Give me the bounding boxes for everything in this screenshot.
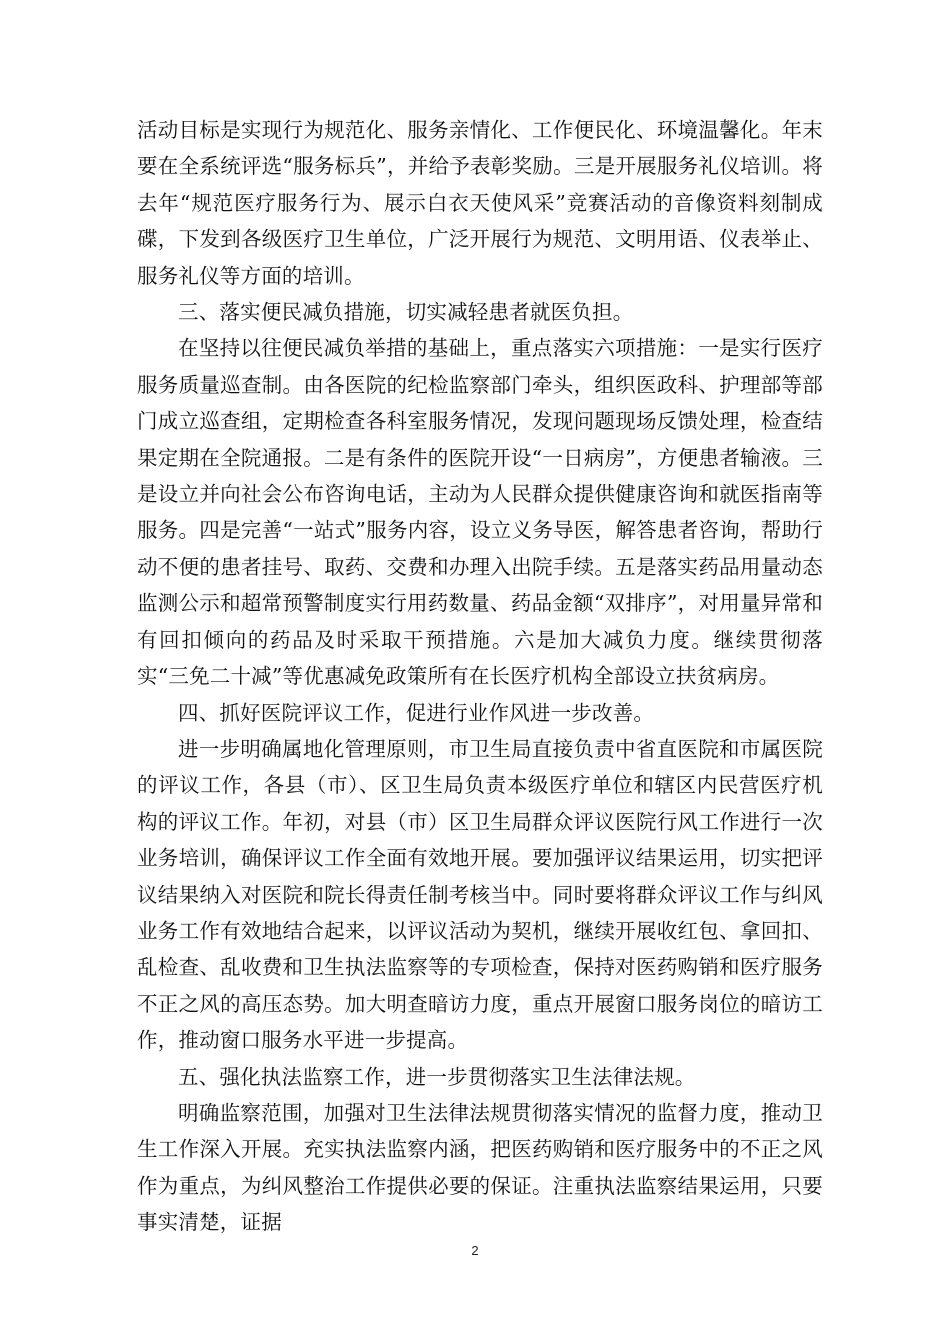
section-heading-4: 四、抓好医院评议工作，促进行业作风进一步改善。 xyxy=(178,700,655,725)
document-body xyxy=(137,112,823,1241)
body-paragraph-section-3: 在坚持以往便民减负举措的基础上，重点落实六项措施：一是实行医疗服务质量巡查制。由各医院的纪检监察部门牵头，组织医政科、护理部等部门成立巡查组，定期检查各科室服务情况，发现问题现场反馈处理，检查结果定期在全院通报。二是有条件的医院开设“一日病房”，方便患者输液。三是设立并向社会公布咨询电话，主动为人民群众提供健康咨询和就医指南等服务。四是完善“一站式”服务内容，设立义务导医，解答患者咨询，帮助行动不便的患者挂号、取药、交费和办理入出院手续。五是落实药品用量动态监测公示和超常预警制度实行用药数量、药品金额“双排序”，对用量异常和有回扣倾向的药品及时采取干预措施。六是加大减负力度。继续贯彻落实“三免二十减”等优惠减免政策所有在长医疗机构全部设立扶贫病房。 xyxy=(137,336,823,689)
section-heading-5: 五、强化执法监察工作，进一步贯彻落实卫生法律法规。 xyxy=(178,1064,696,1089)
page-number: 2 xyxy=(471,1243,479,1258)
body-paragraph-section-4: 进一步明确属地化管理原则，市卫生局直接负责中省直医院和市属医院的评议工作，各县（市）、区卫生局负责本级医疗单位和辖区内民营医疗机构的评议工作。年初，对县（市）区卫生局群众评议医院行风工作进行一次业务培训，确保评议工作全面有效地开展。要加强评议结果运用，切实把评议结果纳入对医院和院长得责任制考核当中。同时要将群众评议工作与纠风业务工作有效地结合起来，以评议活动为契机，继续开展收红包、拿回扣、乱检查、乱收费和卫生执法监察等的专项检查，保持对医药购销和医疗服务不正之风的高压态势。加大明查暗访力度，重点开展窗口服务岗位的暗访工作，推动窗口服务水平进一步提高。 xyxy=(137,736,823,1053)
body-paragraph-continuation: 活动目标是实现行为规范化、服务亲情化、工作便民化、环境温馨化。年末要在全系统评选“服务标兵”，并给予表彰奖励。三是开展服务礼仪培训。将去年“规范医疗服务行为、展示白衣天使风采”竞赛活动的音像资料刻制成碟，下发到各级医疗卫生单位，广泛开展行为规范、文明用语、仪表举止、服务礼仪等方面的培训。 xyxy=(137,118,823,288)
body-paragraph-section-5: 明确监察范围，加强对卫生法律法规贯彻落实情况的监督力度，推动卫生工作深入开展。充实执法监察内涵，把医药购销和医疗服务中的不正之风作为重点，为纠风整治工作提供必要的保证。注重执法监察结果运用，只要事实清楚，证据 xyxy=(137,1100,823,1235)
section-heading-3: 三、落实便民减负措施，切实减轻患者就医负担。 xyxy=(178,300,634,325)
